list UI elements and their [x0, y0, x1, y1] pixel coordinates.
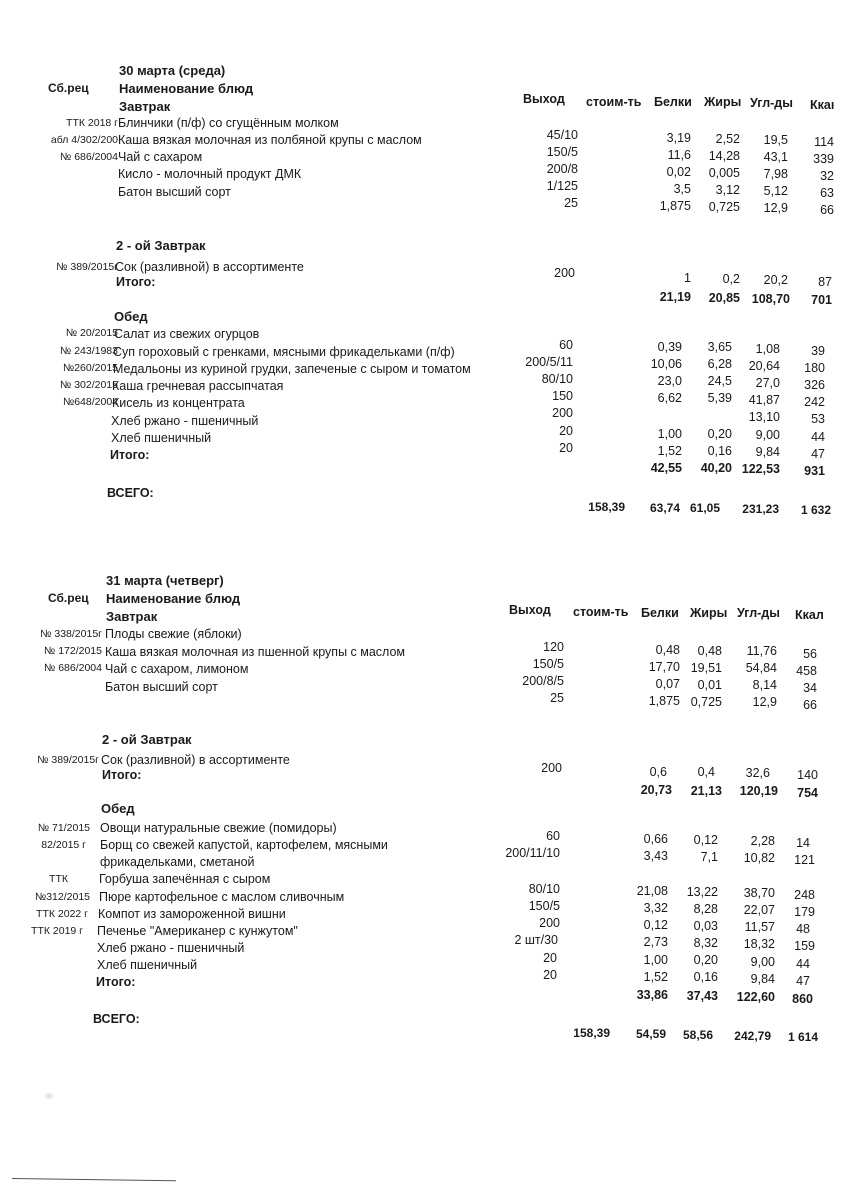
protein-value: 0,66	[643, 832, 668, 846]
output-value: 200/5/11	[525, 355, 573, 369]
output-value: 60	[559, 338, 573, 352]
protein-value: 1,875	[648, 694, 680, 708]
fat-value: 0,16	[693, 970, 718, 984]
kcal-value: 44	[811, 430, 825, 444]
carbs-value: 5,12	[763, 184, 788, 198]
output-value: 120	[543, 640, 564, 654]
protein-value: 0,02	[666, 165, 691, 179]
dish-name: Сок (разливной) в ассортименте	[101, 753, 290, 767]
fat-value: 8,32	[693, 936, 718, 950]
output-value: 80/10	[528, 882, 560, 896]
dish-name: Пюре картофельное с маслом сливочным	[99, 890, 345, 904]
subtotal-kcal: 754	[797, 786, 818, 800]
column-header-carbs: Угл-ды	[737, 606, 780, 620]
carbs-value: 9,00	[750, 955, 775, 969]
dish-name: Батон высший сорт	[118, 185, 231, 199]
protein-value: 21,08	[636, 884, 668, 898]
subtotal-fat: 37,43	[686, 989, 718, 1003]
fat-value: 0,725	[690, 695, 722, 709]
total-fat: 58,56	[682, 1028, 713, 1042]
carbs-value: 11,57	[744, 920, 775, 934]
fat-value: 0,48	[697, 644, 722, 658]
subtotal-protein: 21,19	[659, 290, 691, 304]
total-label: ВСЕГО:	[93, 1012, 140, 1026]
kcal-value: 121	[794, 853, 815, 867]
kcal-value: 114	[814, 135, 834, 149]
recipe-ref: ТТК	[49, 873, 68, 885]
dish-name: Блинчики (п/ф) со сгущённым молком	[118, 116, 339, 130]
kcal-value: 248	[794, 888, 815, 902]
subtotal-label: Итого:	[96, 975, 136, 989]
protein-value: 6,62	[657, 391, 682, 405]
recipe-ref: ТТК 2018 г	[66, 117, 118, 129]
kcal-value: 53	[811, 412, 825, 426]
carbs-value: 9,84	[750, 972, 775, 986]
total-cost: 158,39	[573, 1026, 610, 1040]
kcal-value: 66	[803, 698, 817, 712]
kcal-value: 39	[811, 344, 825, 358]
kcal-value: 180	[804, 361, 825, 375]
subtotal-carbs: 120,19	[739, 784, 778, 798]
recipe-ref: №648/2004	[62, 396, 118, 408]
dish-name: Каша вязкая молочная из полбяной крупы с маслом	[118, 133, 422, 147]
carbs-value: 27,0	[755, 376, 780, 390]
subtotal-carbs: 122,53	[741, 462, 780, 476]
subtotal-kcal: 701	[811, 293, 832, 307]
protein-value: 1,875	[659, 199, 691, 213]
fat-value: 0,4	[697, 765, 715, 779]
kcal-value: 34	[803, 681, 817, 695]
carbs-value: 9,00	[755, 428, 780, 442]
meal-title-lunch: Обед	[114, 309, 148, 324]
column-header-output: Выход	[509, 603, 551, 617]
carbs-value: 1,08	[755, 342, 780, 356]
recipe-ref: № 243/1983	[60, 345, 118, 357]
fat-value: 0,005	[708, 166, 740, 180]
output-value: 60	[546, 829, 560, 843]
fat-value: 6,28	[707, 357, 732, 371]
kcal-value: 66	[820, 203, 834, 217]
total-carbs: 231,23	[742, 502, 779, 516]
total-fat: 61,05	[689, 501, 720, 515]
column-header-ref: Сб.рец	[48, 81, 89, 95]
kcal-value: 458	[796, 664, 817, 678]
output-value: 20	[543, 968, 557, 982]
column-header-protein: Белки	[654, 95, 692, 109]
scan-smudge	[45, 1093, 53, 1099]
output-value: 150/5	[528, 899, 560, 913]
output-value: 80/10	[541, 372, 573, 386]
recipe-ref: ТТК 2022 г	[36, 908, 88, 920]
subtotal-protein: 20,73	[640, 783, 672, 797]
output-value: 200/11/10	[505, 846, 560, 860]
kcal-value: 32	[820, 169, 834, 183]
protein-value: 0,07	[655, 677, 680, 691]
dish-name: Кисло - молочный продукт ДМК	[118, 167, 302, 181]
column-header-kcal: Ккаı	[810, 98, 835, 112]
kcal-value: 179	[794, 905, 815, 919]
carbs-value: 20,2	[763, 273, 788, 287]
output-value: 20	[543, 951, 557, 965]
carbs-value: 2,28	[750, 834, 775, 848]
dish-name: Печенье "Американер с кунжутом"	[97, 924, 298, 938]
kcal-value: 87	[818, 275, 832, 289]
subtotal-fat: 20,85	[708, 291, 740, 305]
column-header-ref: Сб.рец	[48, 591, 89, 605]
dish-name: Горбуша запечённая с сыром	[99, 872, 271, 886]
output-value: 200	[552, 406, 573, 420]
subtotal-carbs: 108,70	[751, 292, 790, 306]
kcal-value: 47	[811, 447, 825, 461]
recipe-ref: № 20/2015	[65, 327, 118, 339]
recipe-ref: № 71/2015	[37, 822, 90, 834]
carbs-value: 41,87	[748, 393, 780, 407]
total-protein: 63,74	[649, 501, 680, 515]
kcal-value: 63	[820, 186, 834, 200]
carbs-value: 54,84	[745, 661, 777, 675]
fat-value: 14,28	[708, 149, 740, 163]
fat-value: 0,12	[693, 833, 718, 847]
output-value: 45/10	[546, 128, 578, 142]
protein-value: 1,52	[657, 444, 682, 458]
meal-title-lunch: Обед	[101, 801, 135, 816]
fat-value: 0,01	[697, 678, 722, 692]
protein-value: 3,43	[643, 849, 668, 863]
fat-value: 0,20	[707, 427, 732, 441]
carbs-value: 11,76	[746, 644, 777, 658]
column-header-cost: стоим-ть	[573, 605, 629, 619]
carbs-value: 13,10	[748, 410, 780, 424]
recipe-ref: № 389/2015г	[56, 261, 118, 273]
protein-value: 3,19	[666, 131, 691, 145]
protein-value: 0,6	[649, 765, 667, 779]
day-title: 30 марта (среда)	[119, 63, 226, 78]
dish-name: Хлеб пшеничный	[111, 431, 212, 445]
carbs-value: 7,98	[763, 167, 788, 181]
kcal-value: 14	[796, 836, 810, 850]
kcal-value: 326	[804, 378, 825, 392]
output-value: 2 шт/30	[514, 933, 558, 947]
dish-name: Плоды свежие (яблоки)	[105, 627, 242, 641]
carbs-value: 9,84	[755, 445, 780, 459]
recipe-ref: № 686/2004	[44, 662, 102, 674]
column-header-output: Выход	[523, 92, 565, 106]
carbs-value: 12,9	[763, 201, 788, 215]
kcal-value: 242	[804, 395, 825, 409]
signature-line	[12, 1178, 176, 1181]
dish-name: Кисель из концентрата	[112, 396, 245, 410]
kcal-value: 339	[813, 152, 834, 166]
output-value: 200/8	[546, 162, 578, 176]
meal-title-breakfast: Завтрак	[106, 609, 158, 624]
kcal-value: 47	[796, 974, 810, 988]
total-carbs: 242,79	[734, 1029, 771, 1043]
fat-value: 24,5	[707, 374, 732, 388]
column-header-name: Наименование блюд	[119, 81, 254, 96]
dish-name: Борщ со свежей капустой, картофелем, мясными	[100, 838, 388, 852]
dish-name-continued: фрикадельками, сметаной	[100, 855, 255, 869]
output-value: 20	[559, 424, 573, 438]
output-value: 150/5	[532, 657, 564, 671]
subtotal-carbs: 122,60	[736, 990, 775, 1004]
kcal-value: 56	[803, 647, 817, 661]
carbs-value: 8,14	[752, 678, 777, 692]
fat-value: 2,52	[715, 132, 740, 146]
kcal-value: 48	[796, 922, 810, 936]
carbs-value: 22,07	[743, 903, 775, 917]
dish-name: Медальоны из куриной грудки, запеченые с сыром и томатом	[113, 362, 471, 376]
fat-value: 3,65	[707, 340, 732, 354]
dish-name: Хлеб ржано - пшеничный	[97, 941, 245, 955]
dish-name: Сок (разливной) в ассортименте	[115, 260, 304, 274]
recipe-ref: №312/2015	[34, 891, 90, 903]
kcal-value: 159	[794, 939, 815, 953]
recipe-ref: абл 4/302/200	[50, 134, 118, 146]
protein-value: 0,39	[657, 340, 682, 354]
fat-value: 0,16	[707, 444, 732, 458]
meal-title-breakfast: Завтрак	[119, 99, 171, 114]
recipe-ref: № 686/2004	[60, 151, 118, 163]
fat-value: 0,2	[722, 272, 740, 286]
fat-value: 19,51	[690, 661, 722, 675]
fat-value: 7,1	[700, 850, 718, 864]
column-header-carbs: Угл-ды	[750, 96, 793, 110]
recipe-ref: № 302/2015	[60, 379, 118, 391]
recipe-ref: №260/2015	[62, 362, 118, 374]
dish-name: Хлеб пшеничный	[97, 958, 198, 972]
fat-value: 5,39	[707, 391, 732, 405]
total-label: ВСЕГО:	[107, 486, 154, 500]
meal-title-second-breakfast: 2 - ой Завтрак	[116, 238, 206, 253]
protein-value: 0,48	[655, 643, 680, 657]
total-protein: 54,59	[635, 1027, 666, 1041]
dish-name: Чай с сахаром, лимоном	[105, 662, 249, 676]
protein-value: 11,6	[667, 148, 691, 162]
protein-value: 1	[684, 271, 691, 285]
protein-value: 1,52	[643, 970, 668, 984]
dish-name: Компот из замороженной вишни	[98, 907, 286, 921]
meal-title-second-breakfast: 2 - ой Завтрак	[102, 732, 192, 747]
recipe-ref: № 389/2015г	[37, 754, 99, 766]
fat-value: 13,22	[686, 885, 718, 899]
protein-value: 3,5	[673, 182, 691, 196]
day-title: 31 марта (четверг)	[106, 573, 224, 588]
output-value: 150	[552, 389, 573, 403]
output-value: 25	[550, 691, 564, 705]
dish-name: Суп гороховый с гренками, мясными фрикадельками (п/ф)	[113, 345, 455, 359]
fat-value: 0,20	[693, 953, 718, 967]
recipe-ref: № 172/2015	[44, 645, 102, 657]
subtotal-label: Итого:	[116, 275, 156, 289]
carbs-value: 20,64	[748, 359, 780, 373]
carbs-value: 38,70	[743, 886, 775, 900]
fat-value: 3,12	[715, 183, 740, 197]
protein-value: 2,73	[643, 935, 668, 949]
subtotal-protein: 33,86	[636, 988, 668, 1002]
total-kcal: 1 614	[787, 1030, 818, 1044]
dish-name: Чай с сахаром	[118, 150, 203, 164]
output-value: 1/125	[546, 179, 578, 193]
column-header-name: Наименование блюд	[106, 591, 241, 606]
column-header-fat: Жиры	[690, 606, 728, 620]
total-kcal: 1 632	[800, 503, 831, 517]
protein-value: 10,06	[650, 357, 682, 371]
protein-value: 1,00	[643, 953, 668, 967]
protein-value: 3,32	[643, 901, 668, 915]
kcal-value: 44	[796, 957, 810, 971]
column-header-cost: стоим-ть	[586, 95, 642, 109]
dish-name: Батон высший сорт	[105, 680, 218, 694]
subtotal-protein: 42,55	[650, 461, 682, 475]
fat-value: 0,03	[693, 919, 718, 933]
dish-name: Овощи натуральные свежие (помидоры)	[100, 821, 337, 835]
subtotal-fat: 21,13	[690, 784, 722, 798]
recipe-ref: № 338/2015г	[40, 628, 102, 640]
column-header-fat: Жиры	[704, 95, 742, 109]
output-value: 200	[539, 916, 560, 930]
total-cost: 158,39	[588, 500, 625, 514]
protein-value: 23,0	[657, 374, 682, 388]
output-value: 200	[554, 266, 575, 280]
dish-name: Хлеб ржано - пшеничный	[111, 414, 259, 428]
protein-value: 1,00	[657, 427, 682, 441]
recipe-ref: ТТК 2019 г	[31, 925, 83, 937]
carbs-value: 10,82	[743, 851, 775, 865]
dish-name: Салат из свежих огурцов	[114, 327, 260, 341]
fat-value: 8,28	[693, 902, 718, 916]
subtotal-kcal: 860	[792, 992, 813, 1006]
subtotal-label: Итого:	[102, 768, 142, 782]
carbs-value: 43,1	[763, 150, 788, 164]
subtotal-kcal: 931	[804, 464, 825, 478]
kcal-value: 140	[797, 768, 818, 782]
column-header-kcal: Ккал	[795, 608, 824, 622]
carbs-value: 18,32	[743, 937, 775, 951]
output-value: 200/8/5	[522, 674, 564, 688]
carbs-value: 19,5	[763, 133, 788, 147]
carbs-value: 32,6	[745, 766, 770, 780]
column-header-protein: Белки	[641, 606, 679, 620]
output-value: 200	[541, 761, 562, 775]
subtotal-fat: 40,20	[700, 461, 732, 475]
recipe-ref: 82/2015 г	[41, 839, 86, 851]
fat-value: 0,725	[708, 200, 740, 214]
protein-value: 0,12	[643, 918, 668, 932]
dish-name: Каша вязкая молочная из пшенной крупы с маслом	[105, 645, 406, 659]
output-value: 25	[564, 196, 578, 210]
subtotal-label: Итого:	[110, 448, 150, 462]
protein-value: 17,70	[648, 660, 680, 674]
output-value: 20	[559, 441, 573, 455]
dish-name: Каша гречневая рассыпчатая	[112, 379, 284, 393]
carbs-value: 12,9	[752, 695, 777, 709]
output-value: 150/5	[546, 145, 578, 159]
